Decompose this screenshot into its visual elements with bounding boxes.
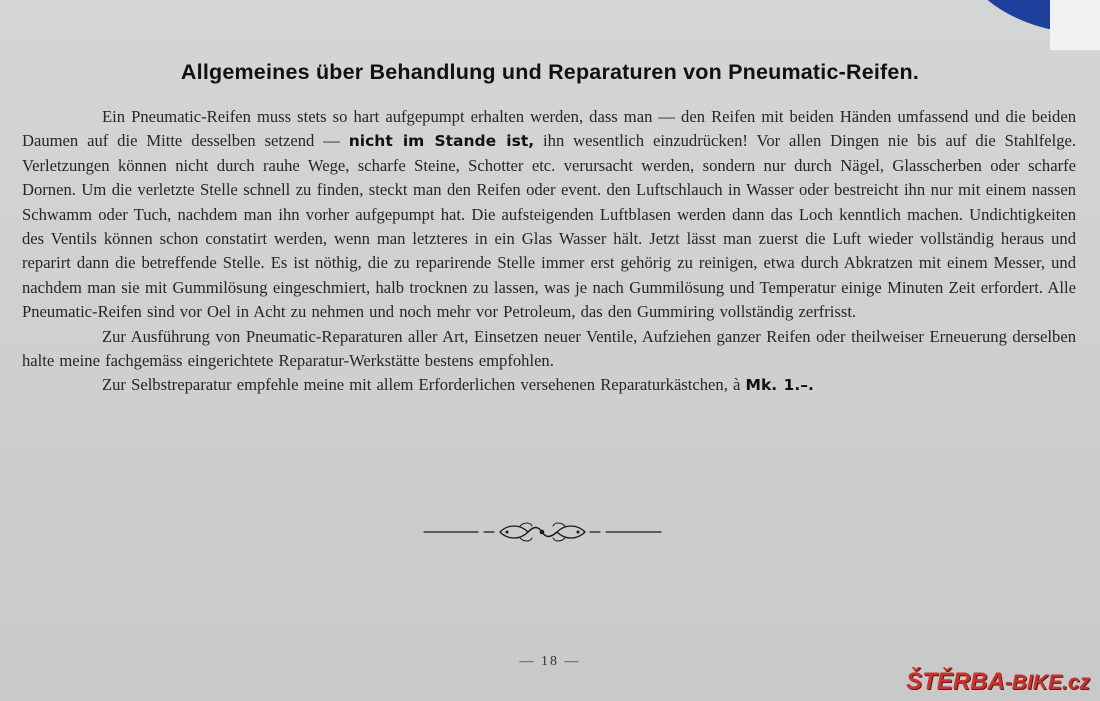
page-number: — 18 — xyxy=(519,654,581,669)
paragraph-1-part-1: Ein Pneumatic-Reifen muss stets so hart aufgepumpt erhalten werden, dass man — den Reifen mit beiden Händen umfassend und die beiden Daumen auf die Mitte desselben setzend — xyxy=(22,107,1076,151)
paragraph-3-text: Zur Selbstreparatur empfehle meine mit allem Erforderlichen versehenen Reparaturkästchen, à xyxy=(102,375,746,395)
paragraph-3 xyxy=(22,373,1076,397)
paragraph-3-price: Mk. 1.–. xyxy=(745,376,814,395)
watermark-brand: ŠTĚRBA xyxy=(906,668,1005,695)
paragraph-1-emphasis: nicht im Stande ist, xyxy=(348,132,535,151)
white-corner-shape xyxy=(1050,0,1100,50)
decorative-ornament-icon xyxy=(420,520,665,544)
paragraph-2: Zur Ausführung von Pneumatic-Reparaturen aller Art, Einsetzen neuer Ventile, Aufziehen ganzer Reifen oder theilweiser Erneuerung derselben halte meine fachgemäss eingerichtete Reparatur-Werkstätte bestens empfohlen. xyxy=(22,326,1076,371)
watermark-suffix: -BIKE.cz xyxy=(1004,671,1090,694)
paragraph-1-part-2: ihn wesentlich einzudrücken! Vor allen Dingen nie bis auf die Stahlfelge. Verletzungen können nicht durch rauhe Wege, scharfe Steine, Schotter etc. verursacht werden, sondern nur durch Nägel, Glasscherben oder scharfe Dornen. Um die verletzte Stelle schnell zu finden, steckt man den Reifen oder event. den Luftschlauch in Wasser oder bestreicht ihn nur mit einem nassen Schwamm oder Tuch, nachdem man ihn vorher aufgepumpt hat. Die aufsteigenden Luftblasen werden dann das Loch kenntlich machen. Undichtigkeiten des Ventils können schon constatirt werden, wenn man letzteres in ein Glas Wasser hält. Jetzt lässt man zuerst die Luft wieder vollständig heraus und reparirt dann die betreffende Stelle. Es ist nöthig, die zu reparirende Stelle immer erst gehörig zu reinigen, etwa durch Abkratzen mit einem Messer, und nachdem man sie mit Gummilösung eingeschmiert, halb trocknen zu lassen, was je nach Gummilösung und Temperatur einige Minuten Zeit erfordert. Alle Pneumatic-Reifen sind vor Oel in Acht zu nehmen und noch mehr vor Petroleum, das den Gummiring vollständig zerfrisst. xyxy=(22,131,1077,322)
body-text xyxy=(22,105,1076,398)
watermark-logo xyxy=(906,668,1090,696)
page-title: Allgemeines über Behandlung und Reparaturen von Pneumatic-Reifen. xyxy=(180,60,920,84)
paragraph-1 xyxy=(22,105,1076,325)
